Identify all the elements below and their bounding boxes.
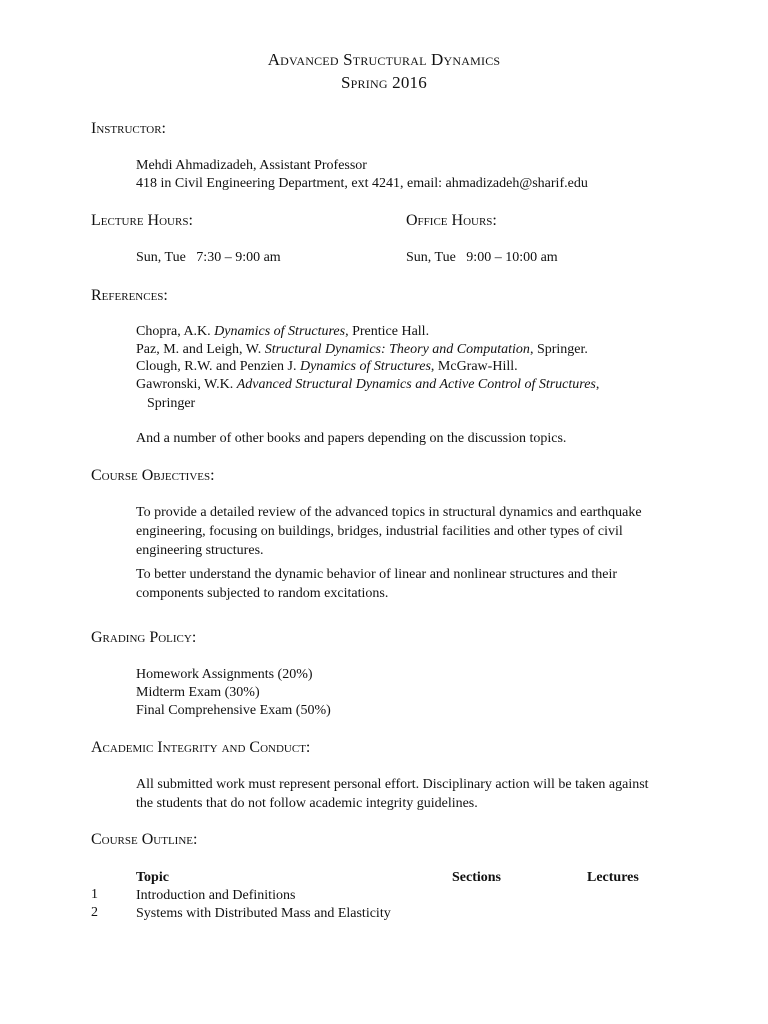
- reference-publisher: , McGraw-Hill.: [430, 359, 518, 374]
- instructor-heading: Instructor:: [91, 120, 166, 137]
- reference-author: Paz, M. and Leigh, W.: [136, 342, 265, 357]
- reference-continuation: Springer: [147, 396, 196, 411]
- document-subtitle: Spring 2016: [341, 73, 427, 92]
- instructor-name: Mehdi Ahmadizadeh, Assistant Professor: [136, 158, 367, 173]
- objectives-heading: Course Objectives:: [91, 467, 215, 484]
- lecture-hours-value: Sun, Tue 7:30 – 9:00 am: [136, 250, 281, 265]
- outline-row-topic: Systems with Distributed Mass and Elasticity: [136, 906, 391, 921]
- grading-item: Final Comprehensive Exam (50%): [136, 703, 331, 718]
- objectives-paragraph-1: To provide a detailed review of the advanced topics in structural dynamics and earthquake engineering, focusing on buildings, bridges, industrial facilities and other types of civil engineering structures.: [136, 505, 642, 558]
- references-note: And a number of other books and papers depending on the discussion topics.: [136, 431, 567, 446]
- outline-heading: Course Outline:: [91, 831, 198, 848]
- outline-column-topic: Topic: [136, 870, 169, 885]
- reference-publisher: ,: [595, 377, 600, 392]
- reference-author: Clough, R.W. and Penzien J.: [136, 359, 300, 374]
- references-heading: References:: [91, 287, 168, 304]
- outline-column-sections: Sections: [452, 870, 501, 885]
- reference-item: [136, 358, 518, 376]
- outline-row-topic: Introduction and Definitions: [136, 888, 296, 903]
- reference-item: [136, 323, 429, 341]
- integrity-heading: Academic Integrity and Conduct:: [91, 739, 311, 756]
- integrity-text: All submitted work must represent personal effort. Disciplinary action will be taken against the students that do not follow academic integrity guidelines.: [136, 777, 649, 811]
- reference-title: Structural Dynamics: Theory and Computation: [264, 342, 530, 357]
- reference-item: [136, 376, 599, 394]
- lecture-hours-heading: Lecture Hours:: [91, 212, 193, 229]
- instructor-contact: 418 in Civil Engineering Department, ext 4241, email: ahmadizadeh@sharif.edu: [136, 176, 588, 191]
- reference-author: Gawronski, W.K.: [136, 377, 237, 392]
- office-hours-value: Sun, Tue 9:00 – 10:00 am: [406, 250, 558, 265]
- grading-item: Midterm Exam (30%): [136, 685, 260, 700]
- objectives-paragraph-2: To better understand the dynamic behavior of linear and nonlinear structures and their components subjected to random excitations.: [136, 567, 618, 601]
- reference-author: Chopra, A.K.: [136, 324, 215, 339]
- reference-title: Dynamics of Structures: [299, 359, 431, 374]
- reference-title: Dynamics of Structures: [214, 324, 346, 339]
- reference-title: Advanced Structural Dynamics and Active Control of Structures: [236, 377, 596, 392]
- outline-row-number: 1: [91, 887, 98, 902]
- reference-publisher: , Prentice Hall.: [345, 324, 430, 339]
- outline-row-number: 2: [91, 905, 98, 920]
- office-hours-heading: Office Hours:: [406, 212, 497, 229]
- grading-item: Homework Assignments (20%): [136, 667, 313, 682]
- outline-column-lectures: Lectures: [587, 870, 639, 885]
- grading-heading: Grading Policy:: [91, 629, 197, 646]
- reference-item: [136, 341, 588, 359]
- document-title: Advanced Structural Dynamics: [267, 50, 501, 69]
- reference-publisher: , Springer.: [529, 342, 588, 357]
